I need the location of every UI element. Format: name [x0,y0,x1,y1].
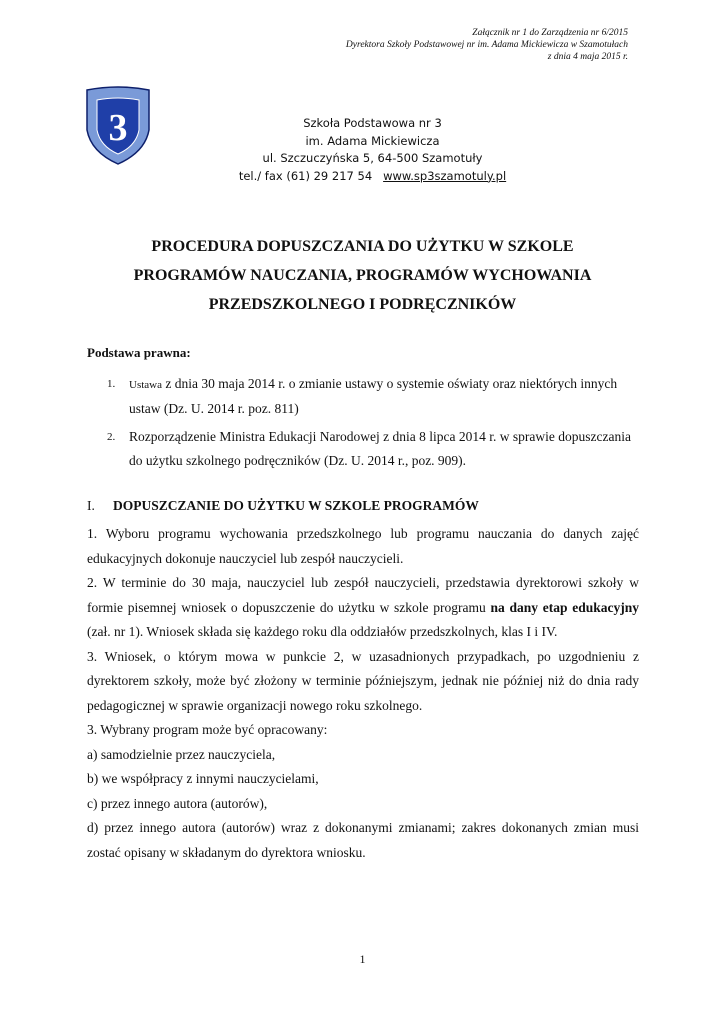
title-line-1: PROCEDURA DOPUSZCZANIA DO UŻYTKU W SZKOLE [151,238,574,255]
legal-basis-heading: Podstawa prawna: [87,345,191,360]
legal-basis-item [87,372,647,421]
section-title: DOPUSZCZANIE DO UŻYTKU W SZKOLE PROGRAMÓW [113,498,479,513]
paragraph-2-text-end: (zał. nr 1). Wniosek składa się każdego roku dla oddziałów przedszkolnych, klas I i IV. [87,624,558,639]
list-item-d: d) przez innego autora (autorów) wraz z dokonanymi zmianami; zakres dokonanych zmian musi zostać opisany w składanym do dyrektora wniosku. [87,820,639,860]
item-number: 1. [107,378,116,390]
school-logo [83,86,153,166]
legal-basis-list [87,372,647,477]
school-phone: tel./ fax (61) 29 217 54 [238,168,373,183]
annex-line-1: Załącznik nr 1 do Zarządzenia nr 6/2015 [472,28,628,38]
item-text: Rozporządzenie Ministra Edukacji Narodowej z dnia 8 lipca 2014 r. w sprawie dopuszczania do użytku szkolnego podręczników (Dz. U. 2014 r., poz. 909). [129,429,631,468]
school-website-link[interactable]: www.sp3szamotuly.pl [383,168,507,183]
school-contact [200,168,545,186]
school-header [200,115,545,185]
annex-line-3: z dnia 4 maja 2015 r. [547,52,628,62]
annex-line-2: Dyrektora Szkoły Podstawowej nr im. Adama Mickiewicza w Szamotułach [345,40,628,50]
logo-number: 3 [108,107,128,149]
legal-basis-item [87,425,647,473]
paragraph-2 [87,571,639,645]
title-line-3: PRZEDSZKOLNEGO I PODRĘCZNIKÓW [208,296,517,313]
paragraph-1: 1. Wyboru programu wychowania przedszkolnego lub programu nauczania do danych zajęć edukacyjnych dokonuje nauczyciel lub zespół nauczycieli. [87,526,639,566]
section-number: I. [87,498,95,513]
paragraph-3: 3. Wniosek, o którym mowa w punkcie 2, w uzasadnionych przypadkach, po uzgodnieniu z dyrektorem szkoły, może być złożony w terminie późniejszym, jednak nie później niż do dnia rady pedagogicznej w sprawie organizacji nowego roku szkolnego. [87,648,639,713]
item-lead: Ustawa [129,379,162,391]
document-title [60,232,665,319]
item-text: z dnia 30 maja 2014 r. o zmianie ustawy o systemie oświaty oraz niektórych innych ustaw (Dz. U. 2014 r. poz. 811) [129,376,618,416]
section-heading [87,498,479,514]
paragraph-2-text: 2. W terminie do 30 maja, nauczyciel lub zespół nauczycieli, przedstawia dyrektorowi szkoły w formie pisemnej wniosek o dopuszczenie do użytku w szkole programu [87,575,639,615]
title-line-2: PROGRAMÓW NAUCZANIA, PROGRAMÓW WYCHOWANIA [133,267,592,284]
item-number: 2. [107,431,116,443]
paragraph-2-emphasis: na dany etap edukacyjny [490,599,639,615]
page-number: 1 [359,952,366,966]
list-item-a: a) samodzielnie przez nauczyciela, [87,746,276,762]
school-name: Szkoła Podstawowa nr 3 [303,116,442,130]
annex-note [228,27,628,63]
school-patron: im. Adama Mickiewicza [305,133,440,148]
section-body [87,522,639,865]
list-item-c: c) przez innego autora (autorów), [87,795,268,811]
list-item-b: b) we współpracy z innymi nauczycielami, [87,771,319,786]
school-address: ul. Szczuczyńska 5, 64-500 Szamotuły [262,151,483,165]
paragraph-4: 3. Wybrany program może być opracowany: [87,722,328,737]
